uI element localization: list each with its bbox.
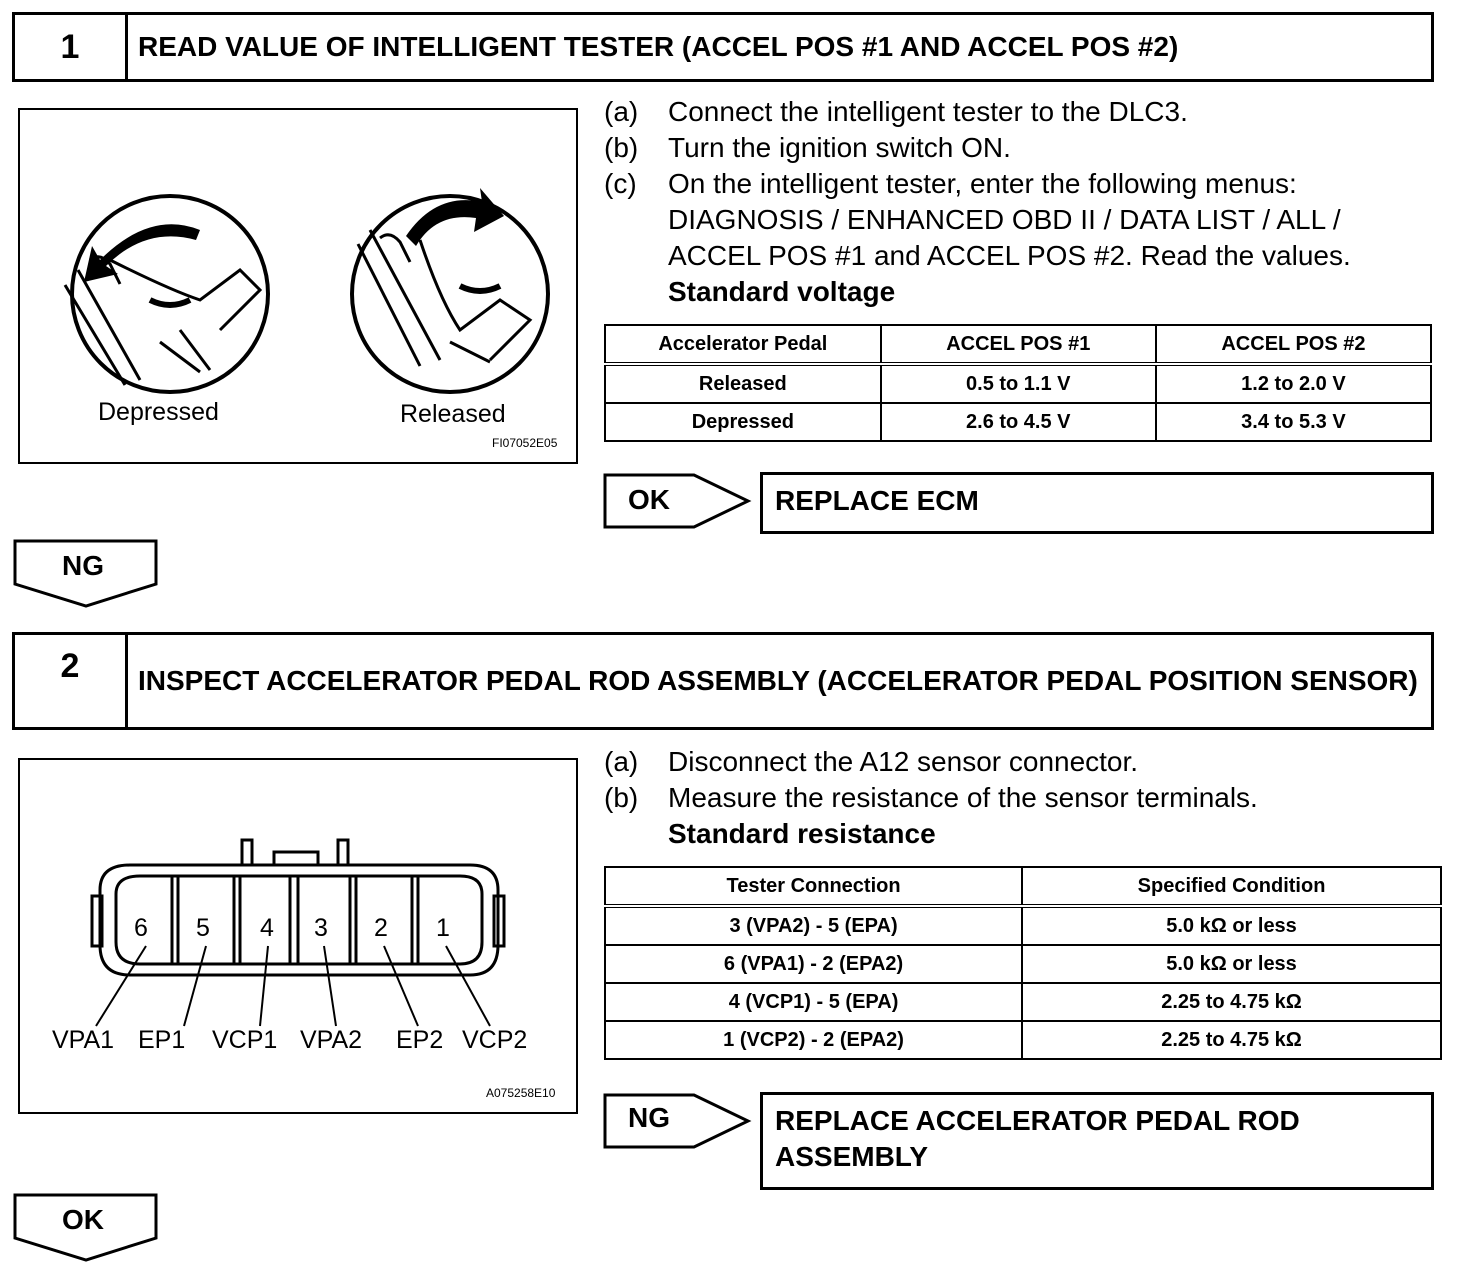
table-row (605, 403, 1431, 441)
instruction-a (604, 94, 1444, 130)
instruction-label: (c) (604, 168, 637, 199)
table-cell: 5.0 kΩ or less (1022, 906, 1441, 945)
step-title: INSPECT ACCELERATOR PEDAL ROD ASSEMBLY (ACCELERATOR PEDAL POSITION SENSOR) (138, 665, 1418, 696)
table-cell: 5.0 kΩ or less (1022, 945, 1441, 983)
instruction-b (604, 130, 1444, 166)
step-title: READ VALUE OF INTELLIGENT TESTER (ACCEL POS #1 AND ACCEL POS #2) (138, 31, 1179, 62)
table-row (605, 945, 1441, 983)
pin-number: 1 (436, 914, 450, 942)
terminal-label: EP2 (396, 1026, 444, 1054)
depressed-label: Depressed (98, 398, 219, 426)
step-number: 1 (15, 15, 128, 79)
depressed-arrow-icon (84, 224, 200, 282)
table-row (605, 906, 1441, 945)
pin-number: 5 (196, 914, 210, 942)
terminal-label: EP1 (138, 1026, 186, 1054)
instruction-text: Disconnect the A12 sensor connector. (668, 746, 1139, 777)
table-cell: 6 (VPA1) - 2 (EPA2) (605, 945, 1022, 983)
table-cell: 4 (VCP1) - 5 (EPA) (605, 983, 1022, 1021)
pin-number: 3 (314, 914, 328, 942)
instruction-label: (a) (604, 96, 639, 127)
table-cell: 3 (VPA2) - 5 (EPA) (605, 906, 1022, 945)
instruction-c (604, 166, 1444, 202)
ok-arrow-icon (602, 472, 754, 530)
step-2-instructions (604, 744, 1444, 852)
table-title-row (604, 274, 1444, 310)
table-header: Accelerator Pedal (605, 325, 881, 364)
pin-number: 4 (260, 914, 274, 942)
ng-label: NG (62, 550, 104, 581)
step-2-header (12, 632, 1434, 730)
pin-number: 6 (134, 914, 148, 942)
released-label: Released (400, 400, 506, 428)
ok-label: OK (62, 1204, 104, 1235)
table-row (605, 983, 1441, 1021)
table-row (605, 1021, 1441, 1059)
terminal-label: VCP2 (462, 1026, 528, 1054)
instruction-text: ACCEL POS #1 and ACCEL POS #2. Read the values. (668, 240, 1351, 271)
ng-arrow-icon (602, 1092, 754, 1150)
result-text: REPLACE ACCELERATOR PEDAL ROD ASSEMBLY (775, 1105, 1300, 1172)
connector-figure (18, 758, 578, 1114)
table-cell: 0.5 to 1.1 V (881, 364, 1156, 403)
pin-number: 2 (374, 914, 388, 942)
instruction-label: (a) (604, 746, 639, 777)
figure-code: A075258E10 (486, 1086, 556, 1100)
table-header: Tester Connection (605, 867, 1022, 906)
table-title-row (604, 816, 1444, 852)
table-header: ACCEL POS #2 (1156, 325, 1431, 364)
replace-ecm-box (760, 472, 1434, 534)
instruction-b (604, 780, 1444, 816)
instruction-text: Connect the intelligent tester to the DLC3. (668, 96, 1188, 127)
result-text: REPLACE ECM (775, 485, 979, 516)
table-cell: 2.25 to 4.75 kΩ (1022, 1021, 1441, 1059)
instruction-a (604, 744, 1444, 780)
terminal-label: VCP1 (212, 1026, 278, 1054)
table-cell: 1.2 to 2.0 V (1156, 364, 1431, 403)
table-header: ACCEL POS #1 (881, 325, 1156, 364)
step-1-instructions (604, 94, 1444, 310)
table-cell: 2.6 to 4.5 V (881, 403, 1156, 441)
instruction-label: (b) (604, 782, 639, 813)
instruction-text: Turn the ignition switch ON. (668, 132, 1011, 163)
pedal-figure (18, 108, 578, 464)
table-title: Standard voltage (668, 276, 896, 307)
table-header-row (605, 867, 1441, 906)
table-cell: Depressed (605, 403, 881, 441)
step-1-header (12, 12, 1434, 82)
instruction-text: On the intelligent tester, enter the following menus: (668, 168, 1297, 199)
table-header: Specified Condition (1022, 867, 1441, 906)
table-cell: 2.25 to 4.75 kΩ (1022, 983, 1441, 1021)
voltage-table (604, 324, 1432, 442)
instruction-text: DIAGNOSIS / ENHANCED OBD II / DATA LIST / ALL / (668, 204, 1341, 235)
released-pedal-icon (352, 196, 548, 392)
replace-pedal-box (760, 1092, 1434, 1190)
connector-illustration (20, 760, 576, 1112)
terminal-label: VPA1 (52, 1026, 115, 1054)
instruction-c-read (604, 238, 1444, 274)
table-cell: 3.4 to 5.3 V (1156, 403, 1431, 441)
figure-code: FI07052E05 (492, 436, 558, 450)
ng-label: NG (628, 1102, 670, 1133)
table-cell: 1 (VCP2) - 2 (EPA2) (605, 1021, 1022, 1059)
table-header-row (605, 325, 1431, 364)
instruction-text: Measure the resistance of the sensor terminals. (668, 782, 1258, 813)
table-title: Standard resistance (668, 818, 936, 849)
ok-label: OK (628, 484, 670, 515)
table-row (605, 364, 1431, 403)
table-cell: Released (605, 364, 881, 403)
resistance-table (604, 866, 1442, 1060)
instruction-label: (b) (604, 132, 639, 163)
instruction-c-menu (604, 202, 1444, 238)
step-number: 2 (15, 635, 128, 727)
terminal-label: VPA2 (300, 1026, 363, 1054)
